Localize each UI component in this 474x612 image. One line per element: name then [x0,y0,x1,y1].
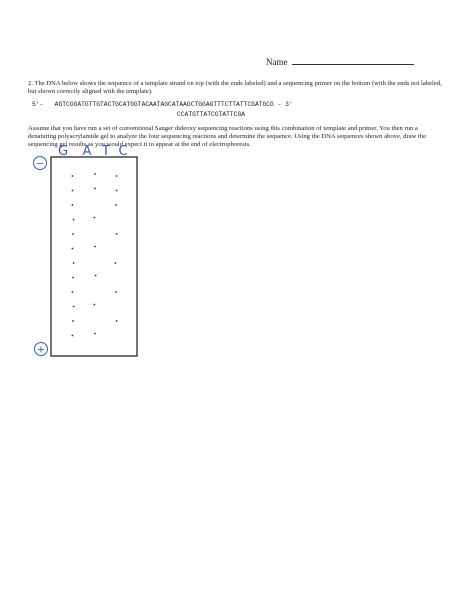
gel-band [95,275,97,277]
gel-band [73,219,75,221]
gel-band [115,291,117,293]
gel-band [116,175,118,177]
instructions-text: Assume that you have run a set of conventional Sanger dideoxy sequencing reactions using this combination of template and primer. You then run a denaturing polyacrylamide gel to analyze the four sequencing reactions and determine the sequence. Using the DNA sequences shown above, draw the sequencing gel results as you would expect it to appear at the end of electrophoresis. [28,125,427,148]
gel-bands [72,173,118,336]
gel-band [94,173,96,175]
gel-band [116,320,118,322]
name-label: Name [266,57,288,67]
primer-strand-sequence: CCATGTTATCGTATTCGA [177,111,246,118]
lane-label-a: A [82,144,92,159]
gel-band [72,175,74,177]
negative-electrode [34,157,47,170]
lane-label-g: G [57,144,69,159]
positive-electrode-symbol: + [36,344,46,356]
gel-band [94,304,96,306]
gel-band [115,262,117,264]
gel-band [72,291,74,293]
gel-band [94,333,96,335]
name-field[interactable] [266,56,414,67]
template-strand-sequence: 5'- AGTCGGATGTTGTACTGCATGGTACAATAGCATAAGCTGGAGTTTCTTATTCGATGCG - 3' [32,101,293,108]
gel-box [51,157,137,356]
gel-band [72,320,74,322]
gel-band [72,190,74,192]
gel-band [94,246,96,248]
gel-band [72,204,74,206]
question-text: 2. The DNA below shows the sequence of a template strand on top (with the ends labeled) and a sequencing primer on the bottom (with the ends not labeled, but shown correctly aligned with the template). [28,80,442,95]
gel-band [115,204,117,206]
gel-band [72,233,74,235]
name-blank-line[interactable] [292,56,414,65]
negative-electrode-circle [34,157,47,170]
gel-band [116,233,118,235]
positive-electrode [35,343,48,356]
gel-band [73,262,75,264]
gel-band [72,335,74,337]
gel-band [72,248,74,250]
gel-band [94,217,96,219]
gel-band [116,190,118,192]
gel-band [73,306,75,308]
lane-label-t: T [102,144,110,159]
lane-label-c: C [118,144,128,159]
gel-band [94,188,96,190]
gel-band [72,277,74,279]
negative-electrode-symbol: − [35,158,45,170]
positive-electrode-circle [35,343,48,356]
